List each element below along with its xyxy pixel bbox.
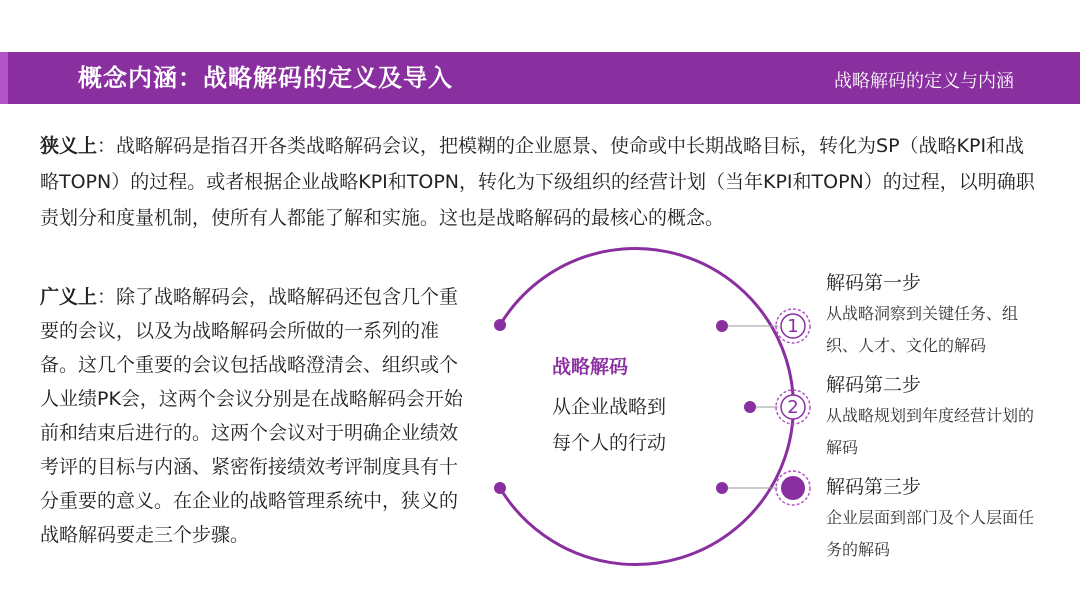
step-2-desc: 从战略规划到年度经营计划的解码: [826, 406, 1035, 457]
center-line-2: 每个人的行动: [552, 432, 667, 454]
arc-end-dot-top: [494, 319, 506, 331]
narrow-text: ：战略解码是指召开各类战略解码会议，把模糊的企业愿景、使命或中长期战略目标，转化为SP（战略KPI和战略TOPN）的过程。或者根据企业战略KPI和TOPN，转化为下级组织的经营计划（当年KPI和TOPN）的过程，以明确职责划分和度量机制，使所有人都能了解和实施。这也是战略解码的最核心的概念。: [40, 135, 1035, 229]
step-3-badge-inner: [781, 476, 805, 500]
step-2-title: 解码第二步: [826, 374, 922, 396]
broad-text: ：除了战略解码会，战略解码还包含几个重要的会议，以及为战略解码会所做的一系列的准备。这几个重要的会议包括战略澄清会、组织或个人业绩PK会，这两个会议分别是在战略解码会开始前和结束后进行的。这两个会议对于明确企业绩效考评的目标与内涵、紧密衔接绩效考评制度具有十分重要的意义。在企业的战略管理系统中，狭义的战略解码要走三个步骤。: [40, 286, 463, 546]
center-title: 战略解码: [552, 356, 629, 378]
arc-node-2: [744, 401, 756, 413]
arc-node-1: [716, 320, 728, 332]
step-2-number: 2: [787, 397, 799, 418]
narrow-lead: 狭义上: [40, 135, 98, 157]
arc-node-3: [716, 482, 728, 494]
page-title: 概念内涵：战略解码的定义及导入: [78, 64, 453, 92]
arc-end-dot-bottom: [494, 482, 506, 494]
page-subtitle: 战略解码的定义与内涵: [834, 71, 1014, 92]
broad-lead: 广义上: [40, 286, 98, 308]
step-3-desc: 企业层面到部门及个人层面任务的解码: [826, 508, 1035, 559]
step-1-desc: 从战略洞察到关键任务、组织、人才、文化的解码: [826, 304, 1019, 355]
center-line-1: 从企业战略到: [552, 396, 667, 418]
step-3-title: 解码第三步: [826, 476, 922, 498]
step-1-title: 解码第一步: [826, 272, 922, 294]
step-1-number: 1: [787, 316, 799, 337]
